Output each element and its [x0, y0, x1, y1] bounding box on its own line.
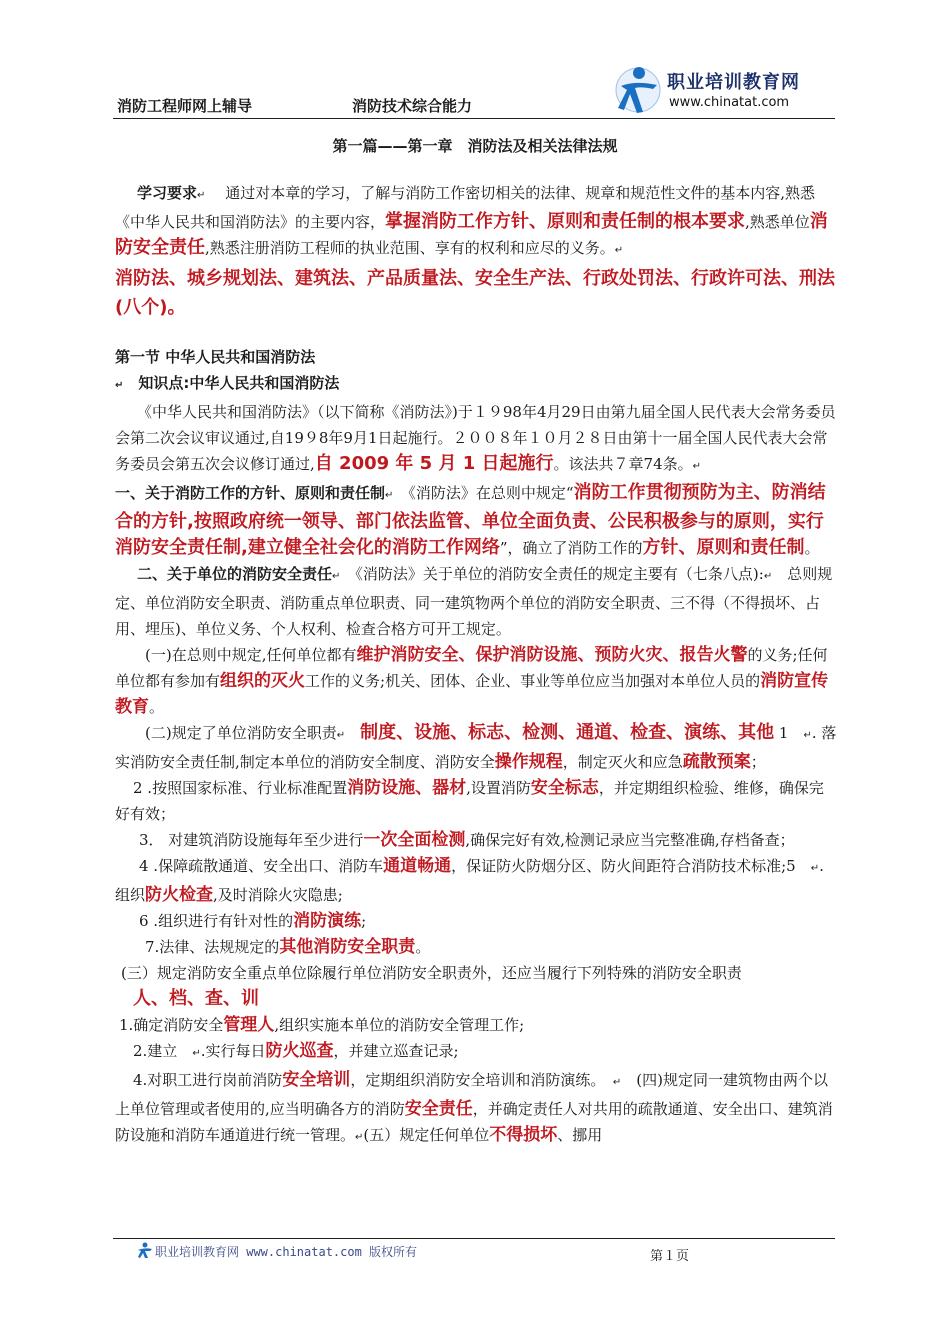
text-run: ，制定灭火和应急	[562, 753, 683, 771]
highlight-run: 一次全面检测	[363, 830, 466, 850]
text-run: (一)在总则中规定,任何单位都有	[145, 646, 357, 664]
highlight-run: 消防宣传教育	[115, 671, 829, 717]
text-run: 4.对职工进行岗前消防	[133, 1071, 283, 1089]
highlight-run: 不得损坏	[489, 1125, 558, 1145]
logo-site-name: 职业培训教育网	[667, 72, 800, 93]
clause-three	[115, 960, 837, 1012]
highlight-run: 防火检查	[145, 885, 214, 905]
text-run: ，并确定责任人对共用的疏散通道、安全出口、建筑消防设施和消防车通道进行统一管理。	[115, 1100, 833, 1144]
text-run: ；	[750, 753, 766, 771]
text-run: 总则规定、单位消防安全职责、消防重点单位职责、同一建筑物两个单位的消防安全职责、三不得（不得损坏、占用、埋压)、单位义务、个人权利、检查合格方可开工规定。	[115, 565, 833, 638]
paragraph-mark-icon: ↵	[692, 461, 702, 472]
duty-item-4-5	[115, 853, 837, 908]
text-run: (四)规定同一建筑物由两个以上单位管理或者使用的,应当明确各方的消防	[115, 1071, 828, 1118]
highlight-run: 自 2009 年 5 月 1 日起施行	[314, 453, 554, 474]
chapter-title: 第一篇——第一章 消防法及相关法律法规	[332, 137, 618, 155]
text-run: 7.法律、法规规定的	[145, 938, 280, 956]
highlight-run: 人、档、查、训	[133, 988, 259, 1009]
paragraph-mark-icon: ↵	[115, 380, 124, 391]
text-run: 《消防法》关于单位的消防安全责任的规定主要有（七条八点):	[355, 565, 764, 583]
clause-two	[115, 720, 837, 775]
duty-item-3	[115, 827, 837, 853]
section-two-unit-duties	[115, 561, 837, 642]
paragraph-mark-icon: ↵	[614, 245, 624, 256]
highlight-run: 其他消防安全职责	[279, 937, 416, 957]
highlight-run: 安全标志	[530, 778, 599, 798]
text-run: 1	[778, 724, 789, 742]
paragraph-mark-icon: ↵	[810, 863, 820, 874]
learning-requirements-label: 学习要求	[137, 184, 198, 202]
logo-site-url: www.chinatat.com	[669, 95, 790, 110]
related-laws-list: 消防法、城乡规划法、建筑法、产品质量法、安全生产法、行政处罚法、行政许可法、刑法(八个)。	[115, 268, 835, 318]
highlight-run: 消防工作贯彻预防为主、防消结合的方针,按照政府统一领导、部门依法监管、单位全面负责、公民积极参与的原则，实行消防安全责任制,建立健全社会化的消防工作网络	[115, 482, 826, 558]
key-duty-1	[115, 1012, 837, 1038]
paragraph-mark-icon: ↵	[385, 490, 394, 501]
duty-item-2	[115, 775, 837, 827]
header-subject-label: 消防技术综合能力	[352, 97, 473, 115]
site-logo[interactable]	[613, 60, 833, 120]
clause-one	[115, 642, 837, 720]
highlight-run: 防火巡查	[265, 1041, 334, 1061]
text-run: 《消防法》在总则中规定“	[408, 484, 574, 502]
highlight-run: 掌握消防工作方针、原则和责任制的根本要求	[385, 211, 746, 232]
knowledge-point	[115, 370, 837, 399]
highlight-run: 安全培训	[282, 1070, 351, 1090]
subsection-label: 一、关于消防工作的方针、原则和责任制	[115, 484, 386, 502]
text-run: 2 .按照国家标准、行业标准配置	[133, 779, 348, 797]
document-body	[115, 180, 837, 1151]
text-run: ，并定期组织检验、维修，确保完好有效；	[115, 779, 824, 823]
text-run: 6 .组织进行有针对性的	[139, 912, 294, 930]
paragraph-mark-icon: ↵	[612, 1077, 622, 1088]
highlight-run: 通道畅通	[383, 856, 452, 876]
highlight-run: 疏散预案	[682, 752, 751, 772]
text-run: ,组织实施本单位的消防安全管理工作;	[274, 1016, 525, 1034]
highlight-run: 消防设施、器材	[347, 778, 467, 798]
paragraph-mark-icon: ↵	[355, 1132, 364, 1143]
duty-item-6	[115, 908, 837, 934]
text-run: 3． 对建筑消防设施每年至少进行	[139, 831, 364, 849]
learning-requirements	[115, 180, 837, 264]
duty-item-7	[115, 934, 837, 960]
text-run: 1.确定消防安全	[119, 1016, 224, 1034]
text-run: ，定期组织消防安全培训和消防演练。	[350, 1071, 598, 1089]
text-run: 。该法共７章74条。	[553, 455, 693, 473]
paragraph-mark-icon: ↵	[192, 1048, 201, 1059]
text-run: 。	[415, 938, 431, 956]
text-run: .实行每日	[200, 1042, 266, 1060]
person-logo-icon	[613, 60, 663, 116]
highlight-run: 方针、原则和责任制	[642, 537, 805, 558]
highlight-run: 制度、设施、标志、检测、通道、检查、演练、其他	[360, 722, 775, 743]
header-course-label: 消防工程师网上辅导	[117, 97, 253, 115]
text-run: .组织	[115, 857, 824, 904]
text-run: 2.建立	[133, 1042, 178, 1060]
section-heading: 第一节 中华人民共和国消防法	[115, 348, 316, 366]
highlight-run: 维护消防安全、保护消防设施、预防火灾、报告火警	[356, 645, 748, 665]
key-duty-2-3	[115, 1038, 837, 1067]
text-run: 4 .保障疏散通道、安全出口、消防车	[139, 857, 384, 875]
highlight-run: 消防安全责任	[115, 211, 828, 258]
paragraph-mark-icon: ↵	[336, 730, 346, 741]
text-run: (三）规定消防安全重点单位除履行单位消防安全职责外，还应当履行下列特殊的消防安全职责	[121, 964, 742, 982]
highlight-run: 组织的灭火	[220, 671, 306, 691]
highlight-run: 消防演练	[293, 911, 362, 931]
paragraph-mark-icon: ↵	[763, 571, 773, 582]
text-run: ;	[361, 912, 367, 930]
text-run: ,熟悉注册消防工程师的执业范围、享有的权利和应尽的义务。	[205, 239, 615, 257]
text-run: (二)规定了单位消防安全职责	[145, 724, 337, 742]
highlight-run: 管理人	[223, 1015, 275, 1035]
law-intro	[115, 399, 837, 480]
text-run: 通过对本章的学习，了解与消防工作密切相关的法律、规章和规范性文件的基本内容,熟悉《中华人民共和国消防法》的主要内容，	[115, 184, 815, 231]
subsection-label: 二、关于单位的消防安全责任	[137, 565, 333, 583]
highlight-run: 安全责任	[404, 1099, 473, 1119]
text-run: ,及时消除火灾隐患;	[213, 886, 343, 904]
paragraph-mark-icon: ↵	[803, 730, 812, 741]
footer-divider	[113, 1238, 835, 1239]
text-run: 。	[149, 698, 165, 716]
text-run: 。	[804, 539, 820, 557]
section-one-policy	[115, 480, 837, 561]
text-run: 的义务;任何单位都有参加有	[115, 646, 828, 690]
highlight-run: 操作规程	[494, 752, 563, 772]
knowledge-point-text: 知识点:中华人民共和国消防法	[138, 374, 340, 392]
text-run: ,熟悉单位	[745, 213, 810, 231]
text-run: ，保证防火防烟分区、防火间距符合消防技术标准;5	[451, 857, 796, 875]
text-run: 《中华人民共和国消防法》（以下简称《消防法》)于１９98年4月29日由第九届全国人民代表大会常务委员会第二次会议审议通过,自19９8年9月1日起施行。２００８年１０月２８日由第十一届全国人民代表大会常务委员会第五次会议修订通过,	[115, 403, 836, 473]
text-run: (五）规定任何单位	[363, 1126, 490, 1144]
key-duty-4	[115, 1067, 837, 1151]
footer-copyright: 职业培训教育网 www.chinatat.com 版权所有	[155, 1245, 418, 1259]
text-run: . 落实消防安全责任制,制定本单位的消防安全制度、消防安全	[115, 724, 837, 771]
text-run: ，并建立巡查记录;	[333, 1042, 459, 1060]
text-run: ”，确立了消防工作的	[499, 539, 643, 557]
header-divider	[113, 118, 835, 119]
paragraph-mark-icon: ↵	[332, 571, 341, 582]
text-run: ,确保完好有效,检测记录应当完整准确,存档备查；	[465, 831, 795, 849]
page-number: 第１页	[650, 1249, 690, 1264]
text-run: 工作的义务;机关、团体、企业、事业等单位应当加强对本单位人员的	[305, 672, 761, 690]
text-run: ,设置消防	[466, 779, 531, 797]
paragraph-mark-icon: ↵	[197, 190, 206, 201]
text-run: 、挪用	[557, 1126, 603, 1144]
